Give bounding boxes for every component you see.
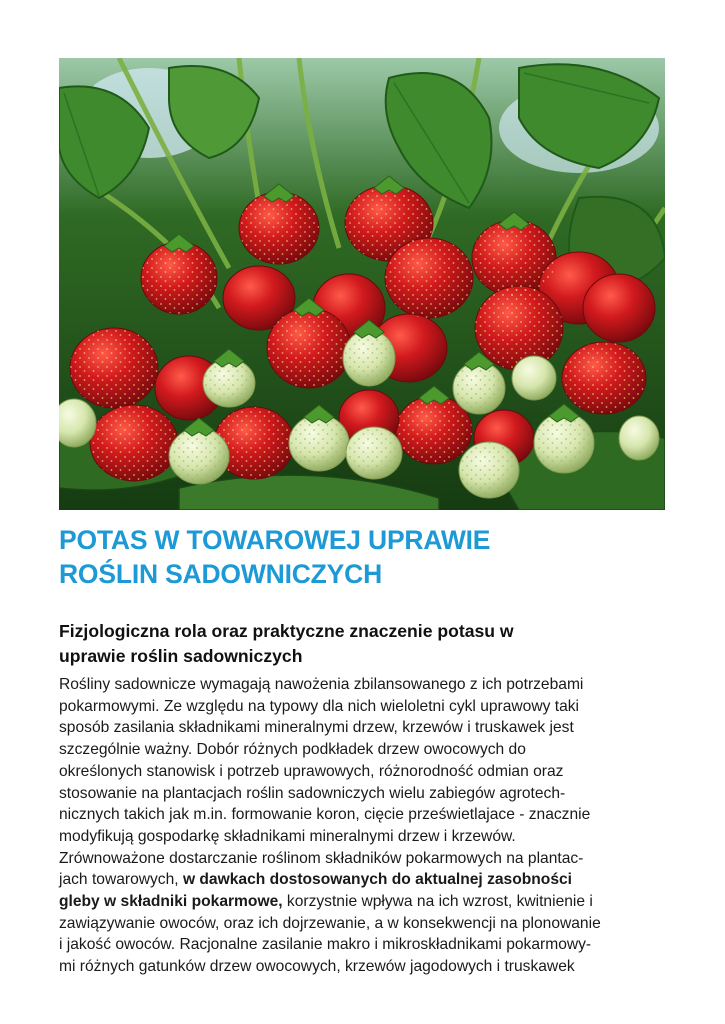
body-line: stosowanie na plantacjach roślin sadowniczych wielu zabiegów agrotech- bbox=[59, 784, 566, 802]
section-heading bbox=[59, 619, 665, 669]
section-heading-line-1: Fizjologiczna rola oraz praktyczne znaczenie potasu w bbox=[59, 621, 514, 641]
page-title-line-2: ROŚLIN SADOWNICZYCH bbox=[59, 559, 383, 589]
body-paragraph bbox=[59, 674, 665, 978]
body-line: Zrównoważone dostarczanie roślinom składników pokarmowych na plantac- bbox=[59, 849, 584, 867]
body-line: nicznych takich jak m.in. formowanie koron, cięcie prześwietlajace - znacznie bbox=[59, 806, 591, 824]
body-text-run: jach towarowych, bbox=[59, 871, 183, 889]
body-text-run: korzystnie wpływa na ich wzrost, kwitnienie i bbox=[282, 893, 593, 911]
body-line: pokarmowymi. Ze względu na typowy dla nich wieloletni cykl uprawowy taki bbox=[59, 697, 580, 715]
body-line: szczególnie ważny. Dobór różnych podkładek drzew owocowych do bbox=[59, 741, 526, 759]
body-line: Rośliny sadownicze wymagają nawożenia zbilansowanego z ich potrzebami bbox=[59, 676, 584, 693]
body-line: mi różnych gatunków drzew owocowych, krzewów jagodowych i truskawek bbox=[59, 958, 575, 976]
body-line: modyfikują gospodarkę składnikami mineralnymi drzew i krzewów. bbox=[59, 827, 516, 845]
page-title-line-1: POTAS W TOWAROWEJ UPRAWIE bbox=[59, 525, 491, 555]
body-line: określonych stanowisk i potrzeb uprawowych, różnorodność odmian oraz bbox=[59, 762, 564, 780]
strawberries-photo bbox=[59, 58, 665, 510]
body-line bbox=[59, 869, 665, 891]
section-heading-line-2: uprawie roślin sadowniczych bbox=[59, 646, 303, 666]
page-title bbox=[59, 523, 665, 591]
body-bold-run: gleby w składniki pokarmowe, bbox=[59, 893, 283, 911]
body-line bbox=[59, 891, 665, 913]
body-line: sposób zasilania składnikami mineralnymi drzew, krzewów i truskawek jest bbox=[59, 719, 574, 737]
strawberries-illustration bbox=[59, 58, 665, 510]
body-bold-run: w dawkach dostosowanych do aktualnej zasobności bbox=[182, 871, 573, 889]
body-line: i jakość owoców. Racjonalne zasilanie makro i mikroskładnikami pokarmowy- bbox=[59, 936, 592, 954]
body-line: zawiązywanie owoców, oraz ich dojrzewanie, a w konsekwencji na plonowanie bbox=[59, 914, 601, 932]
